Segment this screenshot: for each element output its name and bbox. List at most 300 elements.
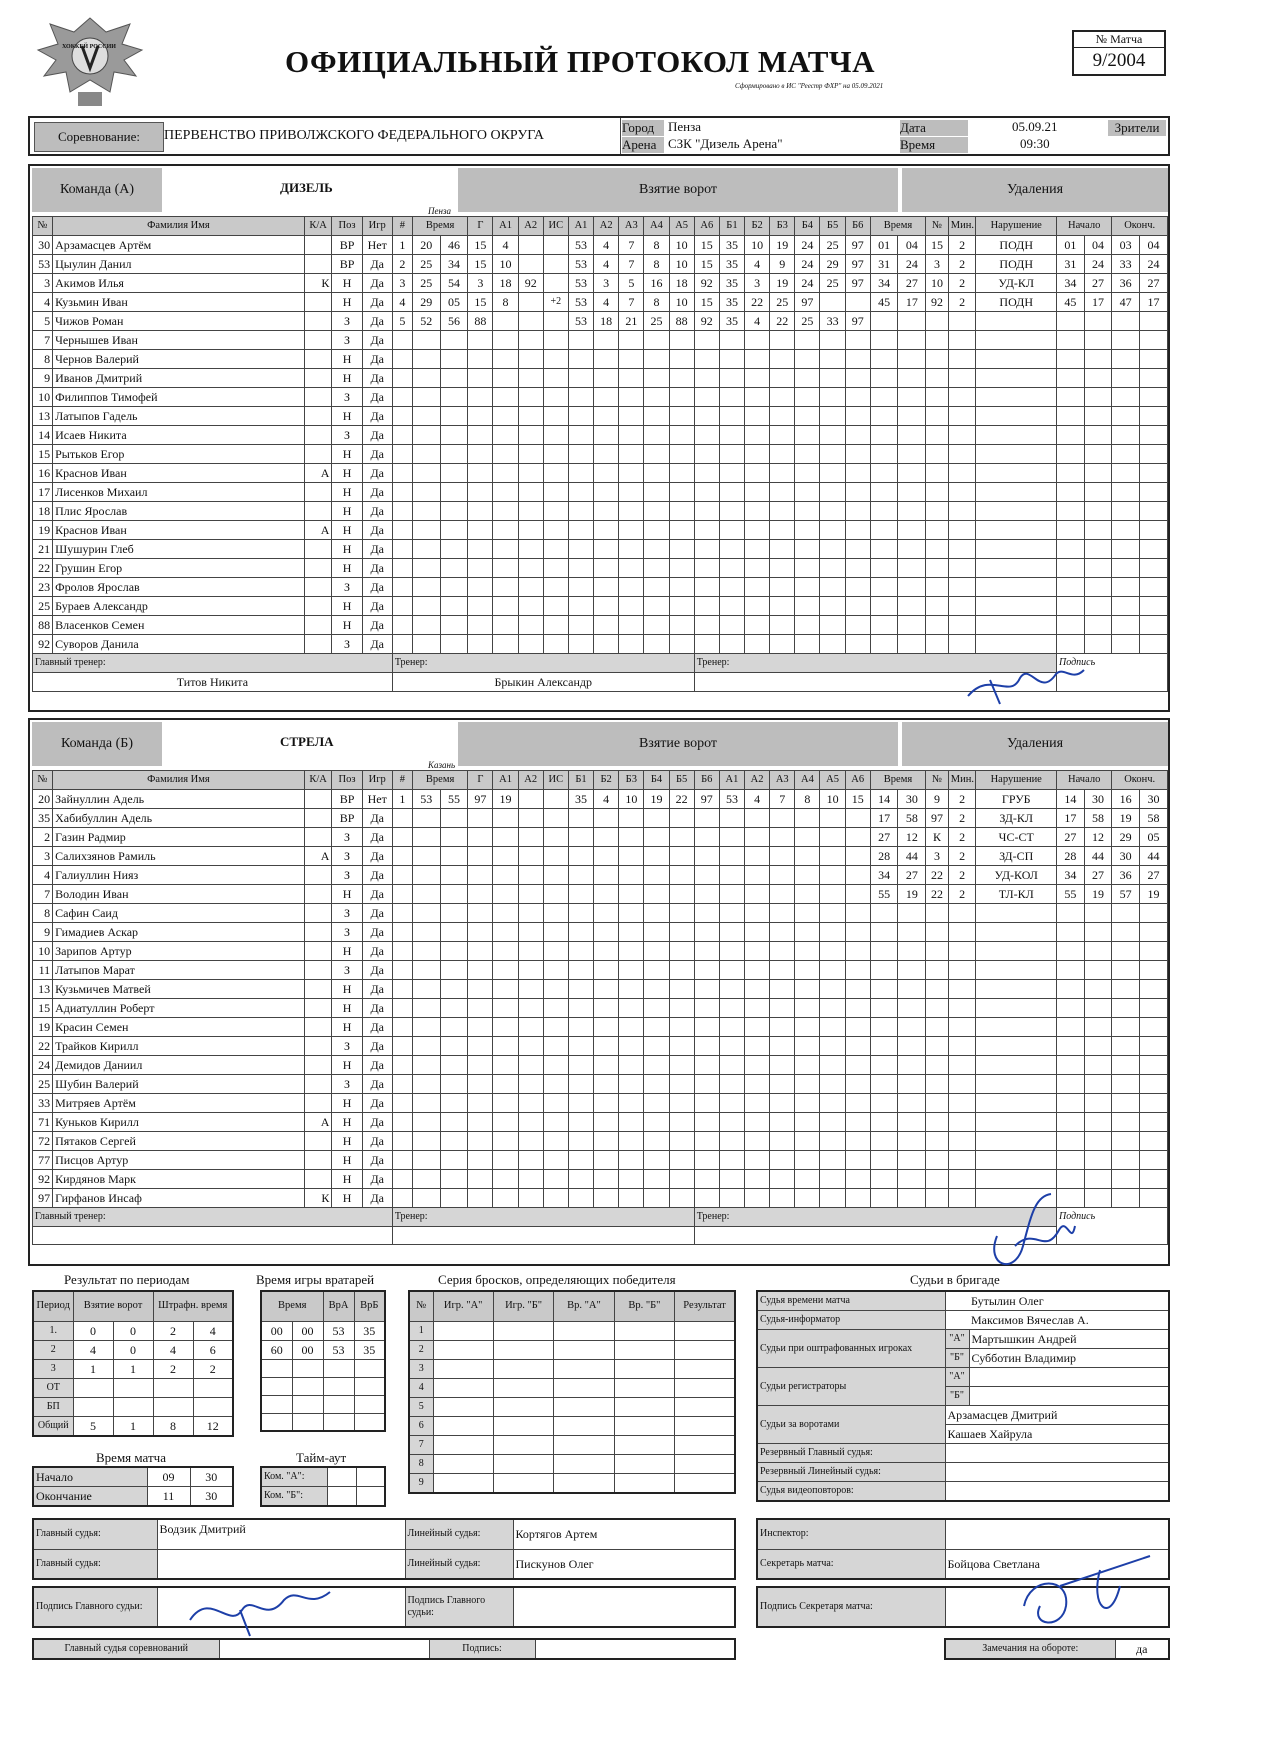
player-number: 77 <box>33 1151 53 1170</box>
col-header-start: Начало <box>1056 771 1111 790</box>
penalty-cell: 45 <box>870 293 898 312</box>
goal-cell <box>619 407 644 426</box>
player-row <box>33 999 1168 1018</box>
goal-cell <box>392 1132 412 1151</box>
goal-cell <box>644 942 669 961</box>
player-played: Да <box>362 407 392 426</box>
penalty-cell: ПОДН <box>976 236 1057 255</box>
goal-cell <box>518 426 543 445</box>
goal-cell: 15 <box>468 293 493 312</box>
period-value: 2 <box>153 1359 193 1378</box>
shootout-header: Игр. "Б" <box>493 1291 553 1321</box>
time-value: 09:30 <box>1020 136 1050 151</box>
head-coach-label: Главный тренер: <box>33 654 393 673</box>
goal-cell <box>669 635 694 654</box>
player-row <box>33 597 1168 616</box>
goal-cell: 92 <box>694 274 719 293</box>
goal-cell <box>644 540 669 559</box>
penalty-cell <box>898 923 926 942</box>
goal-cell <box>719 942 744 961</box>
shootout-cell <box>493 1435 553 1454</box>
goal-cell <box>392 904 412 923</box>
goal-cell <box>440 1037 468 1056</box>
shootout-cell <box>675 1416 735 1435</box>
notes-value: да <box>1115 1639 1169 1659</box>
goal-cell <box>568 1113 593 1132</box>
player-name: Салихзянов Рамиль <box>53 847 305 866</box>
goal-cell <box>543 236 568 255</box>
goal-cell <box>412 809 440 828</box>
player-name: Зайнуллин Адель <box>53 790 305 809</box>
goal-cell <box>745 350 770 369</box>
player-number: 3 <box>33 274 53 293</box>
goalie-header-time: Время <box>261 1291 323 1321</box>
goal-cell <box>669 1170 694 1189</box>
penalty-cell <box>1112 635 1140 654</box>
goal-cell: 22 <box>669 790 694 809</box>
penalty-cell <box>1140 350 1168 369</box>
goal-cell <box>493 1189 518 1208</box>
penalty-cell <box>870 407 898 426</box>
competition-judge-table <box>32 1638 736 1660</box>
goal-cell <box>543 980 568 999</box>
goal-cell <box>468 923 493 942</box>
goal-cell <box>619 1056 644 1075</box>
goal-cell <box>795 885 820 904</box>
goal-cell <box>543 1113 568 1132</box>
penalty-cell <box>948 635 976 654</box>
goal-cell <box>795 1151 820 1170</box>
start-label: Начало <box>33 1467 147 1487</box>
goal-judges-label: Судьи за воротами <box>757 1406 945 1444</box>
penalty-cell <box>948 923 976 942</box>
goal-cell <box>518 923 543 942</box>
penalty-cell <box>926 464 949 483</box>
goal-cell <box>440 1113 468 1132</box>
goal-cell <box>412 597 440 616</box>
goal-cell <box>770 1056 795 1075</box>
pen-a-name: Мартышкин Андрей <box>969 1330 1169 1349</box>
goal-cell <box>770 1113 795 1132</box>
penalty-cell <box>1084 923 1112 942</box>
player-played: Да <box>362 1113 392 1132</box>
goal-cell <box>518 1113 543 1132</box>
goal-cell <box>770 350 795 369</box>
goal-cell <box>468 866 493 885</box>
goal-cell <box>518 904 543 923</box>
goal-cell: 25 <box>820 236 845 255</box>
player-played: Да <box>362 866 392 885</box>
goal-cell <box>820 923 845 942</box>
penalty-cell <box>976 980 1057 999</box>
penalty-cell <box>1084 999 1112 1018</box>
penalty-cell <box>898 1075 926 1094</box>
player-row <box>33 1151 1168 1170</box>
penalty-cell <box>1140 502 1168 521</box>
goal-cell <box>694 1113 719 1132</box>
goal-cell <box>518 1170 543 1189</box>
player-row <box>33 1132 1168 1151</box>
goal-cell <box>392 635 412 654</box>
player-row <box>33 904 1168 923</box>
informer-label: Судья-информатор <box>757 1311 945 1330</box>
goal-cell <box>468 980 493 999</box>
goal-cell <box>719 426 744 445</box>
penalty-cell: 27 <box>870 828 898 847</box>
goalie-value <box>292 1395 323 1413</box>
player-captain <box>304 828 332 847</box>
penalty-cell <box>870 1170 898 1189</box>
goal-cell <box>468 1170 493 1189</box>
goal-cell <box>694 1056 719 1075</box>
penalty-cell <box>1056 426 1084 445</box>
penalty-cell: 44 <box>1140 847 1168 866</box>
shootout-header: № <box>409 1291 433 1321</box>
player-number: 4 <box>33 866 53 885</box>
goal-cell <box>440 426 468 445</box>
penalty-cell <box>948 1056 976 1075</box>
goal-cell <box>644 1151 669 1170</box>
emblem-logo <box>30 10 150 115</box>
goal-cell <box>745 426 770 445</box>
goal-cell <box>719 331 744 350</box>
player-position: Н <box>332 293 362 312</box>
goal-cell <box>440 961 468 980</box>
goal-cell <box>594 578 619 597</box>
penalty-cell <box>1084 578 1112 597</box>
penalty-cell: 44 <box>898 847 926 866</box>
col-header-sharp: # <box>392 217 412 236</box>
shootout-cell <box>554 1473 614 1493</box>
player-captain: А <box>304 847 332 866</box>
goal-cell <box>493 502 518 521</box>
shootout-cell <box>433 1416 493 1435</box>
col-header-time: Время <box>412 771 467 790</box>
goal-cell <box>770 942 795 961</box>
penalty-cell <box>1112 1075 1140 1094</box>
main-judge-2 <box>157 1549 405 1579</box>
goal-cell <box>568 407 593 426</box>
penalty-cell <box>1056 980 1084 999</box>
goal-cell <box>770 1189 795 1208</box>
player-number: 30 <box>33 236 53 255</box>
match-number-box <box>1072 30 1166 76</box>
sign-line-judge-label: Подпись Главного судьи: <box>405 1587 513 1627</box>
penalty-cell <box>948 1189 976 1208</box>
team-a-label: Команда (А) <box>32 168 162 212</box>
goal-cell <box>493 847 518 866</box>
period-value <box>113 1378 153 1397</box>
period-value: 1 <box>73 1359 113 1378</box>
goal-cell <box>440 388 468 407</box>
goal-cell <box>845 961 870 980</box>
penalty-cell <box>976 1132 1057 1151</box>
goal-cell <box>745 885 770 904</box>
penalty-cell <box>976 1113 1057 1132</box>
penalty-cell <box>1056 350 1084 369</box>
goalie-value: 60 <box>261 1340 292 1359</box>
goal-cell <box>845 616 870 635</box>
goal-cell <box>644 559 669 578</box>
penalty-cell: УД-КЛ <box>976 274 1057 293</box>
player-captain <box>304 809 332 828</box>
penalty-cell <box>1112 616 1140 635</box>
goal-cell <box>518 885 543 904</box>
penalty-cell <box>1084 312 1112 331</box>
goal-cell <box>518 847 543 866</box>
goal-cell <box>694 483 719 502</box>
goal-cell <box>568 597 593 616</box>
goal-cell <box>719 809 744 828</box>
penalty-cell <box>926 942 949 961</box>
penalty-cell <box>948 999 976 1018</box>
goal-cell <box>644 1132 669 1151</box>
player-captain <box>304 1037 332 1056</box>
goal-cell <box>543 312 568 331</box>
goal-cell <box>440 445 468 464</box>
player-number: 25 <box>33 1075 53 1094</box>
shootout-row-number: 3 <box>409 1359 433 1378</box>
player-played: Да <box>362 331 392 350</box>
goal-cell <box>594 866 619 885</box>
player-played: Да <box>362 369 392 388</box>
player-played: Нет <box>362 236 392 255</box>
inspector-name <box>945 1519 1169 1549</box>
col-header-is: ИС <box>543 217 568 236</box>
penalty-cell: 28 <box>870 847 898 866</box>
goal-cell <box>745 999 770 1018</box>
goal-cell <box>568 980 593 999</box>
competition-label: Соревнование: <box>34 122 164 152</box>
goal-cell <box>518 828 543 847</box>
goal-cell <box>518 388 543 407</box>
penalty-cell <box>1084 1037 1112 1056</box>
goal-cell <box>745 1094 770 1113</box>
penalty-cell <box>926 1094 949 1113</box>
goal-cell <box>543 1056 568 1075</box>
goal-cell <box>440 369 468 388</box>
player-name: Зарипов Артур <box>53 942 305 961</box>
goal-cell <box>594 885 619 904</box>
col-header-onice: А1 <box>719 771 744 790</box>
penalty-cell <box>926 1113 949 1132</box>
col-header-ka: К/А <box>304 771 332 790</box>
goal-cell <box>440 578 468 597</box>
penalty-cell <box>926 999 949 1018</box>
goal-cell <box>440 407 468 426</box>
penalty-cell <box>948 1170 976 1189</box>
goal-cell: 4 <box>392 293 412 312</box>
end-hour: 11 <box>147 1487 190 1507</box>
goal-cell <box>644 847 669 866</box>
col-header-igr: Игр <box>362 217 392 236</box>
goalie-value <box>323 1395 354 1413</box>
goal-cell <box>845 597 870 616</box>
player-position: Н <box>332 1113 362 1132</box>
shootout-cell <box>675 1435 735 1454</box>
penalty-cell <box>898 1094 926 1113</box>
goal-cell <box>694 616 719 635</box>
goal-cell <box>412 578 440 597</box>
penalty-cell <box>1084 1075 1112 1094</box>
goal-cell <box>568 578 593 597</box>
penalty-cell: 44 <box>1084 847 1112 866</box>
goal-cell <box>669 464 694 483</box>
penalty-cell <box>1112 426 1140 445</box>
shootout-cell <box>554 1435 614 1454</box>
player-played: Да <box>362 293 392 312</box>
player-number: 72 <box>33 1132 53 1151</box>
penalty-cell <box>1084 369 1112 388</box>
col-header-a2: А2 <box>518 217 543 236</box>
penalty-cell <box>976 923 1057 942</box>
goal-cell <box>543 597 568 616</box>
player-number: 16 <box>33 464 53 483</box>
penalty-cell <box>1056 1113 1084 1132</box>
goal-cell <box>820 331 845 350</box>
goal-cell <box>619 1189 644 1208</box>
goal-cell <box>795 635 820 654</box>
goal-cell: 92 <box>518 274 543 293</box>
goal-cell <box>594 1056 619 1075</box>
penalty-cell <box>1140 616 1168 635</box>
player-position: З <box>332 312 362 331</box>
goal-cell <box>468 521 493 540</box>
main-judge-1-label: Главный судья: <box>33 1519 157 1549</box>
goal-cell <box>468 961 493 980</box>
penalty-cell <box>926 426 949 445</box>
goal-cell <box>568 1132 593 1151</box>
match-number: 9/2004 <box>1074 47 1164 74</box>
goal-cell <box>669 1113 694 1132</box>
player-captain <box>304 331 332 350</box>
goal-cell <box>770 980 795 999</box>
player-row <box>33 1018 1168 1037</box>
player-number: 19 <box>33 1018 53 1037</box>
penalty-cell <box>898 483 926 502</box>
goal-cell <box>694 369 719 388</box>
goal-cell <box>468 388 493 407</box>
period-name: 3 <box>33 1359 73 1378</box>
goal-cell <box>468 828 493 847</box>
col-header-pen-time: Время <box>870 217 925 236</box>
player-played: Да <box>362 999 392 1018</box>
secretary-name: Бойцова Светлана <box>945 1549 1169 1579</box>
goal-judge-1: Арзамасцев Дмитрий <box>945 1406 1169 1425</box>
penalty-cell: 28 <box>1056 847 1084 866</box>
goal-cell <box>694 331 719 350</box>
penalty-cell <box>1084 521 1112 540</box>
player-row <box>33 350 1168 369</box>
player-name: Лисенков Михаил <box>53 483 305 502</box>
penalty-cell <box>976 597 1057 616</box>
goal-cell: 4 <box>745 790 770 809</box>
player-position: Н <box>332 445 362 464</box>
goal-cell <box>440 464 468 483</box>
coach-name: Брыкин Александр <box>392 673 694 692</box>
spectators-label: Зрители <box>1108 120 1166 136</box>
player-position: З <box>332 828 362 847</box>
penalty-cell <box>976 616 1057 635</box>
coach2-label: Тренер: <box>694 1208 1056 1227</box>
goal-cell <box>770 388 795 407</box>
player-row <box>33 312 1168 331</box>
goal-cell <box>694 999 719 1018</box>
penalty-cell <box>1112 521 1140 540</box>
team-a-name: ДИЗЕЛЬ <box>280 180 333 195</box>
goal-cell: 54 <box>440 274 468 293</box>
player-number: 19 <box>33 521 53 540</box>
penalty-cell <box>898 1037 926 1056</box>
penalty-cell <box>1056 999 1084 1018</box>
goal-cell <box>745 407 770 426</box>
goal-cell <box>568 331 593 350</box>
goal-cell <box>440 1018 468 1037</box>
goal-cell <box>518 445 543 464</box>
penalty-cell <box>1112 1170 1140 1189</box>
goal-cell <box>412 1170 440 1189</box>
penalty-cell <box>948 578 976 597</box>
penalty-cell <box>898 464 926 483</box>
goal-cell <box>594 1132 619 1151</box>
goal-cell <box>694 521 719 540</box>
goal-cell <box>543 350 568 369</box>
penalty-cell: 17 <box>898 293 926 312</box>
goal-cell <box>719 866 744 885</box>
goal-cell <box>392 540 412 559</box>
player-captain <box>304 445 332 464</box>
goal-cell <box>392 847 412 866</box>
page-title: ОФИЦИАЛЬНЫЙ ПРОТОКОЛ МАТЧА <box>285 44 876 79</box>
goal-cell <box>694 464 719 483</box>
goal-cell <box>412 521 440 540</box>
player-name: Фролов Ярослав <box>53 578 305 597</box>
penalty-cell <box>898 445 926 464</box>
goal-cell: 15 <box>468 236 493 255</box>
goal-cell <box>468 1075 493 1094</box>
player-number: 71 <box>33 1113 53 1132</box>
goal-cell <box>644 407 669 426</box>
player-row <box>33 559 1168 578</box>
player-captain <box>304 559 332 578</box>
col-header-onice: Б6 <box>694 771 719 790</box>
main-judges-table <box>32 1518 736 1580</box>
goal-cell <box>594 828 619 847</box>
shootout-cell <box>614 1435 674 1454</box>
penalty-cell <box>948 426 976 445</box>
penalty-cell: 15 <box>926 236 949 255</box>
player-played: Да <box>362 1018 392 1037</box>
penalty-cell: 92 <box>926 293 949 312</box>
goal-cell <box>619 809 644 828</box>
goal-cell <box>820 904 845 923</box>
sign-secretary-label: Подпись Секретаря матча: <box>757 1587 945 1627</box>
goal-cell <box>518 483 543 502</box>
goal-cell: 53 <box>568 236 593 255</box>
goal-cell <box>468 847 493 866</box>
shootout-cell <box>554 1340 614 1359</box>
goal-cell: 35 <box>719 255 744 274</box>
penalty-cell <box>926 331 949 350</box>
goal-cell <box>745 942 770 961</box>
goal-cell: 20 <box>412 236 440 255</box>
goal-cell: 35 <box>719 236 744 255</box>
player-name: Сафин Саид <box>53 904 305 923</box>
goal-cell <box>619 828 644 847</box>
goal-cell <box>440 847 468 866</box>
player-name: Шубин Валерий <box>53 1075 305 1094</box>
penalty-cell <box>926 904 949 923</box>
